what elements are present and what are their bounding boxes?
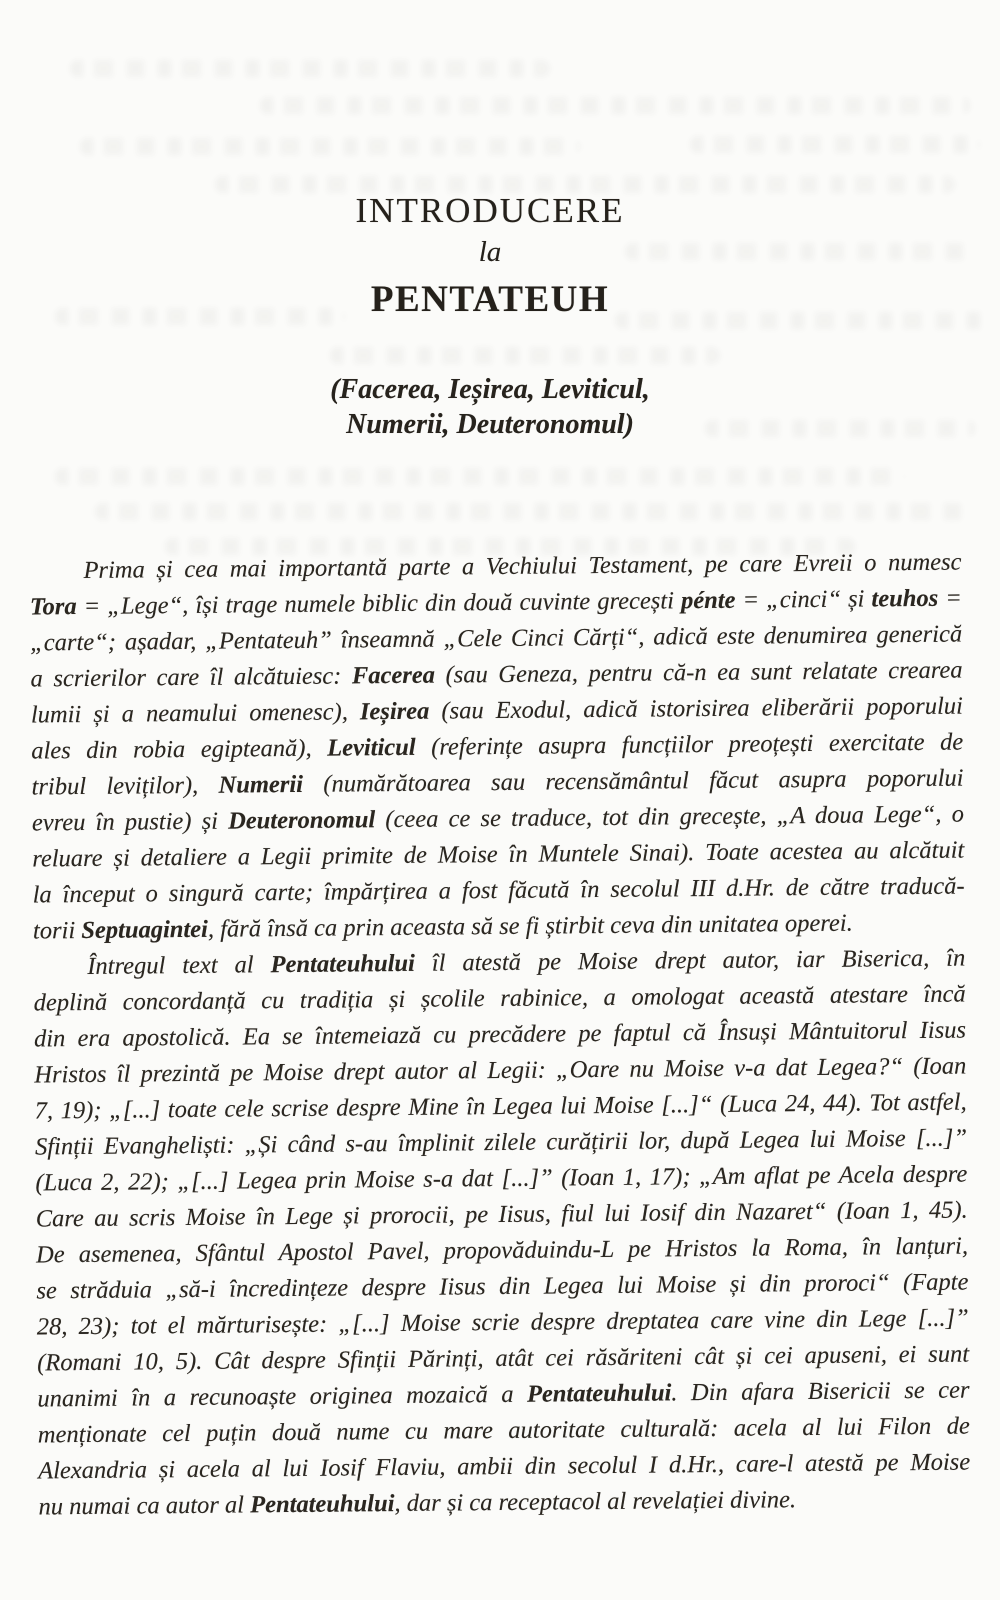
text-segment: Care au scris Moise în Lege și prorocii, pe Iisus, fiul lui Iosif din Nazaret“ (Ioan 1, 45). (35, 1196, 968, 1233)
text-segment: Prima și cea mai importantă parte a Vechiului Testament, pe care Evreii o numesc (83, 548, 962, 584)
bleedthrough-artifact (95, 503, 965, 520)
bleedthrough-artifact (690, 136, 980, 153)
text-segment: (numărătoarea sau recensământul făcut asupra poporului (302, 764, 964, 798)
bold-term: Tora (29, 593, 77, 621)
paragraph (29, 545, 965, 950)
heading-connector: la (478, 236, 502, 268)
subtitle-line-2: Numerii, Deuteronomul) (346, 409, 634, 440)
text-segment: (Luca 2, 22); „[...] Legea prin Moise s-a dat [...]” (Ioan 1, 17); „Am aflat pe Acela despre (35, 1160, 968, 1197)
text-segment: Sfinții Evangheliști: „Și când s-au împlinit zilele curățirii lor, după Legea lui Moise [...]” (34, 1124, 968, 1161)
bold-term: Pentateuhului (270, 949, 416, 979)
text-segment: nu numai ca autor al (38, 1491, 251, 1521)
bleedthrough-artifact (260, 97, 970, 114)
subtitle-line-1: (Facerea, Ieșirea, Leviticul, (330, 374, 650, 405)
text-segment: , dar și ca receptacol al revelației divine. (394, 1486, 797, 1518)
text-line (38, 1481, 970, 1526)
text-segment: (Romani 10, 5). Cât despre Sfinții Părinți, atât cei răsăriteni cât și cei apuseni, ei sunt (36, 1340, 970, 1377)
text-segment: a scrierilor care îl alcătuiesc: (30, 662, 353, 693)
bold-term: Pentateuhului (526, 1379, 672, 1408)
text-segment: (sau Exodul, adică istorisirea eliberării poporului (429, 692, 963, 725)
bleedthrough-artifact (70, 60, 550, 77)
text-segment: ales din robia egipteană), (31, 734, 328, 765)
bold-term: Pentateuhului (250, 1490, 395, 1519)
text-segment: deplină concordanță cu tradiția și școlile rabinice, a omologat această atestare încă (33, 980, 966, 1017)
bold-term: Numerii (218, 770, 304, 799)
bold-term: teuhos (871, 584, 939, 613)
text-segment: reluare și detaliere a Legii primite de Moise în Muntele Sinai). Toate acestea au alcătuit (32, 836, 965, 873)
text-segment: Hristos îl prezintă pe Moise drept autor al Legii: „Oare nu Moise v-a dat Legea?“ (Ioan (34, 1052, 967, 1089)
text-segment: . Din afara Bisericii se cer (671, 1376, 970, 1407)
text-segment: De asemenea, Sfântul Apostol Pavel, propovăduindu-L pe Hristos la Roma, în lanțuri, (35, 1232, 969, 1269)
text-segment: 7, 19); „[...] toate cele scrise despre Mine în Legea lui Moise [...]“ (Luca 24, 44). Tot astfel, (34, 1088, 967, 1125)
heading-introducere: INTRODUCERE (355, 191, 625, 230)
bold-term: Deuteronomul (228, 806, 376, 835)
text-segment: menționate cel puțin două nume cu mare autoritate culturală: acela al lui Filon de (37, 1412, 970, 1449)
bold-term: Ieșirea (359, 697, 430, 726)
bleedthrough-artifact (330, 347, 720, 364)
bleedthrough-artifact (80, 138, 580, 155)
subtitle (0, 372, 980, 442)
text-segment: 28, 23); tot el mărturisește: „[...] Moise scrie despre dreptatea care vine din Lege [...]” (36, 1304, 969, 1341)
text-segment: (referințe asupra funcțiilor preoțești exercitate de (415, 728, 964, 761)
text-segment: unanimi în a recunoaște originea mozaică a (37, 1380, 528, 1413)
bold-term: Leviticul (327, 733, 416, 762)
text-segment: = „Lege“, își trage numele biblic din două cuvinte grecești (76, 587, 682, 621)
text-segment: la început o singură carte; împărțirea a fost făcută în secolul III d.Hr. de către traducă- (32, 872, 965, 909)
bold-term: Septuagintei (81, 915, 209, 945)
chapter-heading (0, 190, 980, 322)
text-segment: Alexandria și acela al lui Iosif Flaviu, ambii din secolul I d.Hr., care-l atestă pe Moise (38, 1448, 971, 1485)
text-segment: (sau Geneza, pentru că-n ea sunt relatate crearea (434, 656, 963, 689)
heading-pentateuh: PENTATEUH (370, 279, 610, 320)
text-segment: = „cinci“ și (735, 585, 872, 614)
paragraph (33, 941, 970, 1526)
text-segment: = (938, 584, 962, 612)
text-segment: torii (32, 917, 82, 945)
text-segment: lumii și a neamului omenesc), (30, 698, 361, 729)
text-segment: (ceea ce se traduce, tot din grecește, „A doua Lege“, o (375, 800, 965, 834)
text-segment: se străduia „să-i încredințeze despre Iisus din Legea lui Moise și din proroci“ (Fapte (36, 1268, 969, 1305)
text-segment: , fără însă ca prin aceasta să se fi știrbit ceva din unitatea operei. (207, 909, 853, 943)
text-segment: „carte“; așadar, „Pentateuh” înseamnă „Cele Cinci Cărți“, adică este denumirea generică (30, 620, 963, 657)
text-segment: tribul leviților), (31, 771, 219, 801)
text-segment: din era apostolică. Ea se întemeiază cu precădere pe faptul că Însuși Mântuitorul Iisus (33, 1016, 967, 1053)
bold-term: Facerea (351, 661, 436, 690)
text-segment: Întregul text al (87, 951, 271, 980)
bleedthrough-artifact (55, 468, 905, 485)
body-text (29, 545, 970, 1526)
text-segment: evreu în pustie) și (31, 807, 229, 837)
text-segment: îl atestă pe Moise drept autor, iar Biserica, în (414, 944, 966, 977)
bold-term: pénte (680, 586, 736, 615)
